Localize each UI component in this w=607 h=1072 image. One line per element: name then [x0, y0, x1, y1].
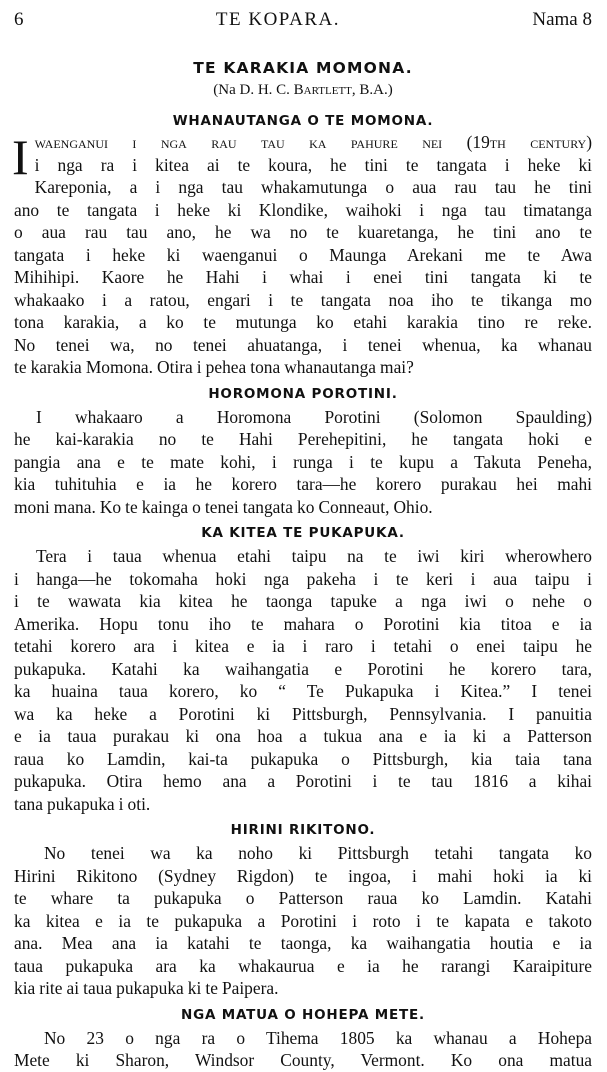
text-line: Tera i taua whenua etahi taipu na te iwi kiri wherowhero [36, 546, 592, 566]
text-line: kia rite ai taua pukapuka ki te Paipera. [14, 978, 279, 998]
byline-prefix: (Na D. H. C. [213, 82, 294, 98]
section-heading: NGA MATUA O HOHEPA METE. [181, 1006, 425, 1023]
page-number: 6 [14, 9, 24, 30]
text-line [14, 131, 592, 154]
text-line: tetahi korero ara i kitea e ia i raro i tetahi o enei taipu he [14, 636, 592, 656]
text-line: moni mana. Ko te kainga o tenei tangata ko Conneaut, Ohio. [14, 496, 433, 517]
text-line: i te wawata kia kitea he taonga tapuke a nga iwi o nehe o [14, 591, 592, 611]
byline-name: Bartlett [293, 82, 352, 98]
text-line: tana pukapuka i oti. [14, 793, 151, 814]
text-line: pukapuka. Otira hemo ana a Porotini i te tau 1816 a kihai [14, 771, 592, 791]
text-line: Amerika. Hopu tonu iho te mahara o Porotini kia titoa e ia [14, 613, 592, 634]
text-line: Mihihipi. Kaore he Hahi i whai i enei tini tangata ki te [14, 267, 592, 287]
text-line: ka kitea e ia te pukapuka a Porotini i roto i te kapata e takoto [14, 910, 592, 931]
text-line: ka huaina taua korero, ko “ Te Pukapuka i Kitea.” I tenei [14, 681, 592, 701]
text-line: te whare ta pukapuka o Patterson raua ko Lamdin. Katahi [14, 888, 592, 908]
text-line: ana. Mea ana ia katahi te taonga, ka waihangatia houtia e ia [14, 933, 592, 953]
text-line: he kai-karakia no te Hahi Perehepitini, he tangata hoki e [14, 429, 592, 449]
text-line: Mete ki Sharon, Windsor County, Vermont. Ko ona matua [14, 1050, 592, 1070]
journal-title: TE KOPARA. [215, 9, 340, 30]
section-paragraph [14, 1027, 592, 1072]
section-paragraph [14, 842, 592, 1000]
text-line: raua ko Lamdin, kai-ta pukapuka o Pittsburgh, kia taia tana [14, 748, 592, 769]
section-paragraph [14, 406, 592, 519]
text-line: Kareponia, a i nga tau whakamutunga o aua rau tau he tini [34, 177, 592, 197]
text-line: wa ka heke a Porotini ki Pittsburgh, Pennsylvania. I panuitia [14, 703, 592, 724]
text-line: te karakia Momona. Otira i pehea tona whanautanga mai? [14, 357, 414, 377]
text-line: i hanga—he tokomaha hoki nga pakeha i te keri i aua taipu i [14, 568, 592, 589]
text-line: kia tuhituhia e ia he korero tara—he korero purakau hei mahi [14, 474, 592, 494]
text-line: No tenei wa ka noho ki Pittsburgh tetahi tangata ko [44, 843, 592, 863]
section-heading: HOROMONA POROTINI. [208, 385, 398, 402]
text-line: whakaako i a ratou, engari i te tangata noa iho te tikanga mo [14, 289, 592, 310]
text-line-lead: waenganui i nga rau tau ka pahure nei (19th century) [34, 132, 592, 152]
text-line: e ia taua purakau ki ona hoa a tukua ana e ia ki a Patterson [14, 726, 592, 746]
article-title: TE KARAKIA MOMONA. [193, 59, 413, 77]
section-heading: HIRINI RIKITONO. [230, 822, 376, 838]
drop-cap: I [12, 129, 29, 185]
text-line: No 23 o nga ra o Tihema 1805 ka whanau a Hohepa [44, 1027, 592, 1048]
text-line: I whakaaro a Horomona Porotini (Solomon Spaulding) [36, 406, 592, 427]
issue-number: Nama 8 [532, 9, 592, 30]
text-line: ano te tangata i heke ki Klondike, waihoki i nga tau timatanga [14, 199, 592, 220]
article-byline [14, 81, 592, 100]
text-line: Hirini Rikitono (Sydney Rigdon) te ingoa, i mahi hoki ia ki [14, 865, 592, 886]
section-heading: WHANAUTANGA O TE MOMONA. [172, 113, 434, 129]
page [14, 8, 592, 1072]
text-line: taua pukapuka ara ka whakaurua e ia he rarangi Karaipiture [14, 955, 592, 976]
text-line: pukapuka. Katahi ka waihangatia e Porotini he korero tara, [14, 658, 592, 679]
section-heading: KA KITEA TE PUKAPUKA. [201, 525, 405, 541]
text-line: No tenei wa, no tenei ahuatanga, i tenei whenua, ka whanau [14, 334, 592, 355]
section-paragraph [14, 131, 592, 379]
text-line: pangia ana e te mate kohi, i runga i te kupu a Takuta Peneha, [14, 451, 592, 472]
section-paragraph [14, 545, 592, 815]
byline-suffix: , B.A.) [351, 82, 393, 98]
text-line: o aua rau tau ano, he wa no te kuaretanga, he tini ano te [14, 222, 592, 242]
text-line: tangata i heke ki waenganui o Maunga Arekani me te Awa [14, 244, 592, 265]
text-line: i nga ra i kitea ai te koura, he tini te tangata i heke ki [34, 154, 592, 175]
text-line: tona karakia, a ko te mutunga ko etahi karakia tino re reke. [14, 312, 592, 332]
running-head [14, 8, 592, 34]
